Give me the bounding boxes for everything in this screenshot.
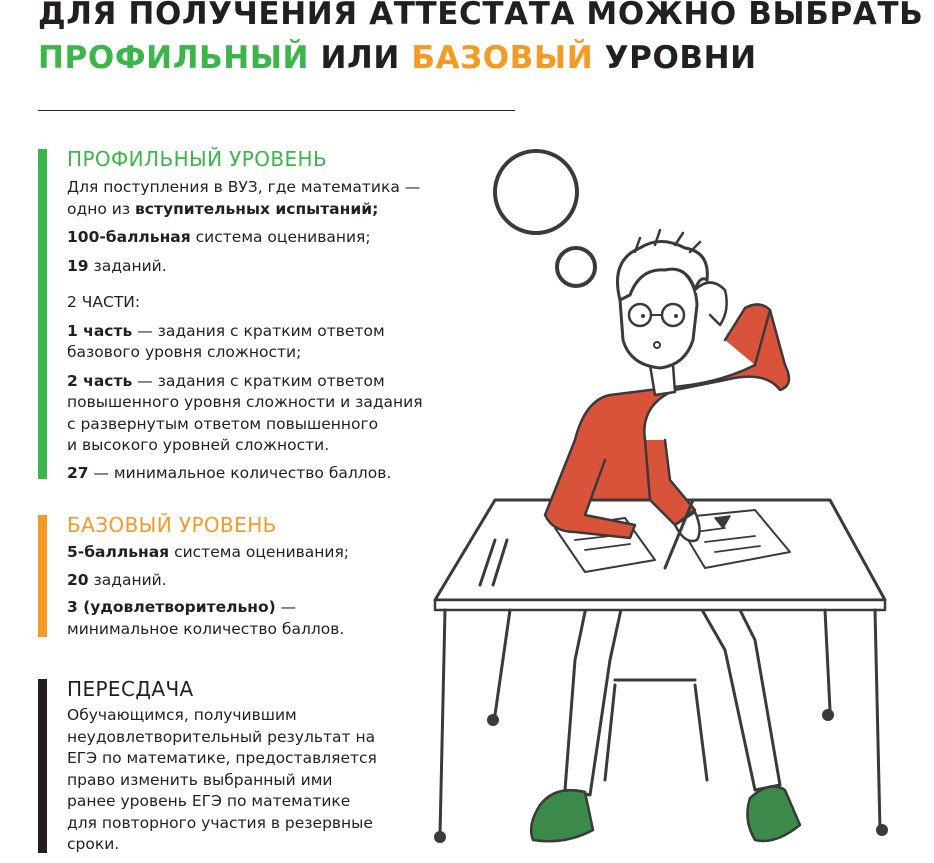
retake-line7: сроки. [67, 835, 120, 853]
profile-part2-line1: — задания с кратким ответом [132, 371, 385, 390]
profile-purpose [67, 177, 467, 220]
thought-bubble-large [495, 151, 577, 233]
base-tasks-bold: 20 [67, 570, 89, 589]
profile-parts-heading: 2 ЧАСТИ: [67, 293, 141, 311]
retake-line5: ранее уровень ЕГЭ по математике [67, 792, 351, 810]
base-heading: БАЗОВЫЙ УРОВЕНЬ [67, 513, 277, 537]
profile-part1-bold: 1 часть [67, 321, 133, 340]
profile-part2-line4: и высокого уровней сложности. [67, 436, 330, 454]
retake-line3: ЕГЭ по математике, предоставляется [67, 749, 377, 767]
title-base-word: БАЗОВЫЙ [411, 40, 594, 76]
retake-line1: Обучающимся, получившим [67, 706, 297, 724]
profile-scoring-text: система оценивания; [190, 228, 371, 246]
profile-part2 [67, 371, 467, 457]
retake-text [67, 705, 467, 856]
profile-part2-line3: с развернутым ответом повышенного [67, 414, 379, 433]
profile-scoring [67, 227, 467, 249]
profile-part2-line2: повышенного уровня сложности и задания [67, 393, 423, 411]
title-levels-word: УРОВНИ [604, 40, 757, 76]
left-shoe [531, 790, 593, 841]
hand-on-head [695, 283, 727, 326]
title-profile-word: ПРОФИЛЬНЫЙ [38, 40, 310, 76]
page-title [38, 0, 928, 80]
profile-purpose-line2: одно из [67, 199, 135, 218]
desk-legs [440, 610, 880, 835]
base-scoring-text: система оценивания; [169, 543, 350, 561]
profile-tasks-text: заданий. [88, 256, 167, 275]
profile-min-score-bold: 27 [67, 463, 89, 482]
title-divider [38, 110, 515, 111]
chair [605, 680, 707, 780]
base-min-score-bold: 3 (удовлетворительно) [67, 598, 276, 616]
student-at-desk-illustration [425, 140, 930, 863]
title-line1: ДЛЯ ПОЛУЧЕНИЯ АТТЕСТАТА МОЖНО ВЫБРАТЬ [38, 0, 924, 32]
profile-min-score-text: — минимальное количество баллов. [88, 463, 392, 482]
profile-part1-line2: базового уровня сложности; [67, 343, 302, 361]
profile-part1-line1: — задания с кратким ответом [132, 321, 385, 340]
profile-purpose-line1: Для поступления в ВУЗ, где математика — [67, 178, 421, 196]
profile-tasks-bold: 19 [67, 256, 89, 275]
retake-line4: право изменить выбранный ими [67, 770, 333, 789]
retake-content [67, 677, 467, 856]
title-or-word: ИЛИ [320, 40, 400, 76]
profile-part1 [67, 321, 467, 364]
retake-accent-bar [38, 679, 47, 853]
base-min-score [67, 597, 467, 640]
profile-tasks [67, 256, 467, 278]
base-accent-bar [38, 515, 47, 637]
profile-purpose-bold: вступительных испытаний; [135, 199, 379, 218]
profile-accent-bar [38, 149, 47, 479]
profile-content [67, 147, 467, 484]
right-shoe [747, 786, 800, 841]
base-tasks [67, 570, 467, 592]
base-min-score-text: минимальное количество баллов. [67, 619, 345, 638]
profile-part2-bold: 2 часть [67, 371, 133, 390]
base-min-score-dash: — [275, 598, 297, 616]
retake-line6: для повторного участия в резервные [67, 813, 373, 832]
retake-line2: неудовлетворительный результат на [67, 727, 376, 746]
thought-bubble-small [557, 248, 595, 286]
profile-heading: ПРОФИЛЬНЫЙ УРОВЕНЬ [67, 147, 328, 171]
base-tasks-text: заданий. [88, 570, 167, 589]
retake-heading: ПЕРЕСДАЧА [67, 677, 194, 701]
base-content [67, 513, 467, 640]
profile-scoring-bold: 100-балльная [67, 228, 191, 246]
base-scoring-bold: 5-балльная [67, 543, 170, 561]
profile-min-score [67, 463, 467, 485]
base-scoring [67, 542, 467, 564]
